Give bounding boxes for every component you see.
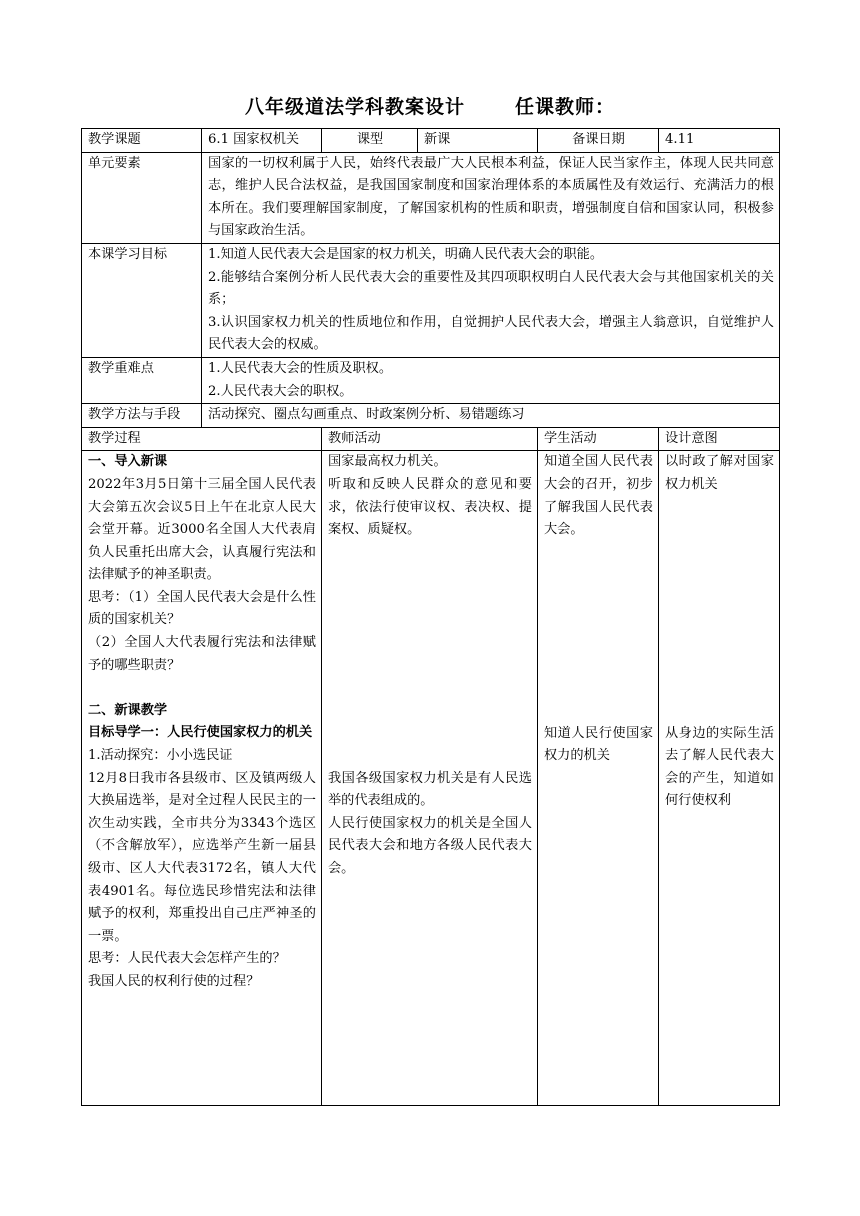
section2-question-1: 思考：人民代表大会怎样产生的？ [88, 951, 286, 967]
key-points-row [82, 357, 780, 403]
process-header: 教学过程 [82, 427, 322, 451]
section2-subheading: 目标导学一：人民行使国家权力的机关 [88, 725, 313, 741]
teacher-activity-1b: 听取和反映人民群众的意见和要求，依法行使审议权、表决权、提案权、质疑权。 [328, 476, 532, 538]
unit-label: 单元要素 [82, 152, 202, 243]
section2-heading: 二、新课教学 [88, 702, 168, 718]
key-points-content [202, 357, 780, 403]
type-value: 新课 [418, 129, 538, 153]
goals-row [82, 243, 780, 357]
lesson-plan-table [81, 128, 780, 1106]
section2-question-2: 我国人民的权利行使的过程？ [88, 973, 260, 989]
process-body-row [82, 451, 780, 1106]
methods-label: 教学方法与手段 [82, 404, 202, 428]
teacher-activity-2a: 我国各级国家权力机关是有人民选举的代表组成的。 [328, 770, 532, 809]
teacher-activity-2b: 人民行使国家权力的机关是全国人民代表大会和地方各级人民代表大会。 [328, 815, 532, 877]
goals-content [202, 243, 780, 357]
section1-paragraph: 2022年3月5日第十三届全国人民代表大会第五次会议5日上午在北京人民大会堂开幕。近3000名全国人大代表肩负人民重托出席大会，认真履行宪法和法律赋予的神圣职责。 [88, 476, 316, 583]
student-activity-2: 知道人民行使国家权力的机关 [544, 725, 653, 764]
methods-row [82, 404, 780, 428]
unit-row [82, 152, 780, 243]
topic-value: 6.1 国家权机关 [202, 129, 322, 153]
topic-label: 教学课题 [82, 129, 202, 153]
section2-paragraph: 12月8日我市各县级市、区及镇两级人大换届选举，是对全过程人民民主的一次生动实践，全市共分为3343个选区（不含解放军），应选举产生新一届县级市、区人大代表3172名，镇人大代表4901名。每位选民珍惜宪法和法律赋予的权利，郑重投出自己庄严神圣的一票。 [88, 770, 316, 944]
date-label: 备课日期 [538, 129, 659, 153]
methods-text: 活动探究、圈点勾画重点、时政案例分析、易错题练习 [202, 404, 780, 428]
unit-text: 国家的一切权利属于人民，始终代表最广大人民根本利益，保证人民当家作主，体现人民共同意志，维护人民合法权益，是我国国家制度和国家治理体系的本质属性及有效运行、充满活力的根本所在。我们要理解国家制度，了解国家机构的性质和职责，增强制度自信和国家认同，积极参与国家政治生活。 [202, 152, 780, 243]
section2-activity: 1.活动探究：小小选民证 [88, 748, 233, 764]
goal-item: 3.认识国家权力机关的性质地位和作用，自觉拥护人民代表大会，增强主人翁意识，自觉维护人民代表大会的权威。 [208, 314, 774, 353]
goals-label: 本课学习目标 [82, 243, 202, 357]
section1-question-2: （2）全国人大代表履行宪法和法律赋予的哪些职责？ [88, 635, 316, 673]
teacher-header: 教师活动 [322, 427, 538, 451]
section1-heading: 一、导入新课 [88, 454, 168, 470]
teacher-activity-1a: 国家最高权力机关。 [328, 454, 447, 470]
goal-item: 1.知道人民代表大会是国家的权力机关，明确人民代表大会的职能。 [208, 246, 604, 262]
info-row [82, 129, 780, 153]
section1-question-1: 思考：（1）全国人民代表大会是什么性质的国家机关？ [88, 589, 316, 628]
goal-item: 2.能够结合案例分析人民代表大会的重要性及其四项职权明白人民代表大会与其他国家机关的关系； [208, 269, 774, 308]
design-intent-2: 从身边的实际生活去了解人民代表大会的产生，知道如何行使权利 [665, 725, 774, 809]
student-activity [538, 451, 659, 1106]
teacher-label: 任课教师： [515, 96, 616, 118]
key-point-item: 1.人民代表大会的性质及职权。 [208, 360, 393, 376]
student-header: 学生活动 [538, 427, 659, 451]
process-header-row [82, 427, 780, 451]
key-point-item: 2.人民代表大会的职权。 [208, 383, 353, 399]
document-title: 八年级道法学科教案设计 [244, 96, 465, 118]
page-title [0, 92, 860, 119]
design-intent [659, 451, 780, 1106]
key-points-label: 教学重难点 [82, 357, 202, 403]
type-label: 课型 [322, 129, 418, 153]
date-value: 4.11 [659, 129, 780, 153]
intent-header: 设计意图 [659, 427, 780, 451]
process-content [82, 451, 322, 1106]
design-intent-1: 以时政了解对国家权力机关 [665, 454, 774, 492]
teacher-activity [322, 451, 538, 1106]
student-activity-1: 知道全国人民代表大会的召开，初步了解我国人民代表大会。 [544, 454, 653, 538]
